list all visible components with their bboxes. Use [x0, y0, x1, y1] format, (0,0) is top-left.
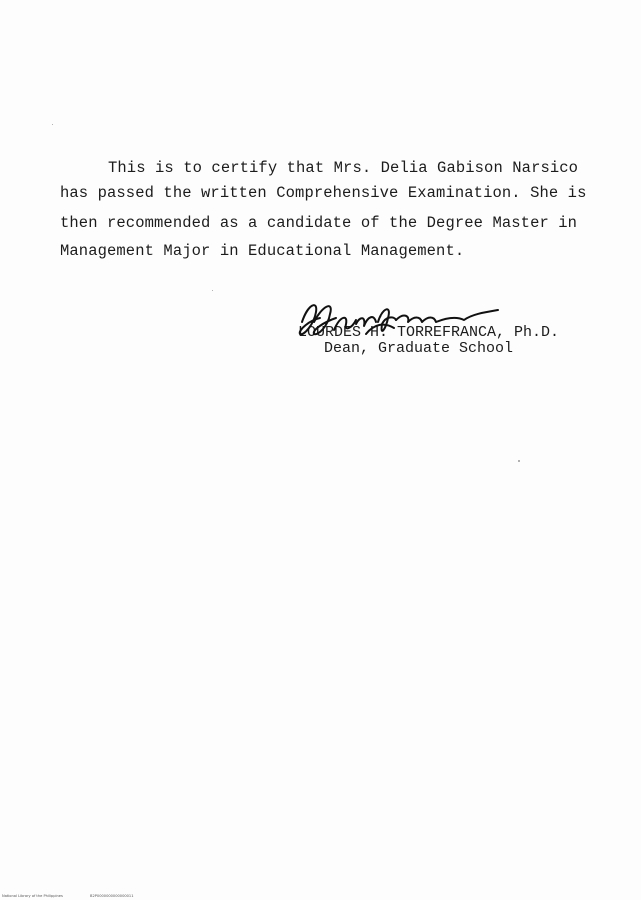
- signatory-title: Dean, Graduate School: [324, 340, 514, 357]
- paper-speck: [212, 290, 213, 291]
- signatory-name: LOURDES H. TORREFRANCA, Ph.D.: [298, 324, 560, 341]
- certification-line-1: This is to certify that Mrs. Delia Gabison Narsico: [108, 159, 579, 177]
- certification-line-2: has passed the written Comprehensive Examination. She is: [60, 184, 587, 202]
- paper-speck: [518, 460, 520, 462]
- certification-line-3: then recommended as a candidate of the Degree Master in: [60, 214, 578, 232]
- certification-line-4: Management Major in Educational Management.: [60, 242, 465, 260]
- handwritten-signature-icon: [296, 294, 506, 354]
- paper-speck: [52, 124, 53, 125]
- scan-code: B2P0000000000000011: [90, 894, 134, 898]
- archive-label: National Library of the Philippines: [2, 894, 63, 898]
